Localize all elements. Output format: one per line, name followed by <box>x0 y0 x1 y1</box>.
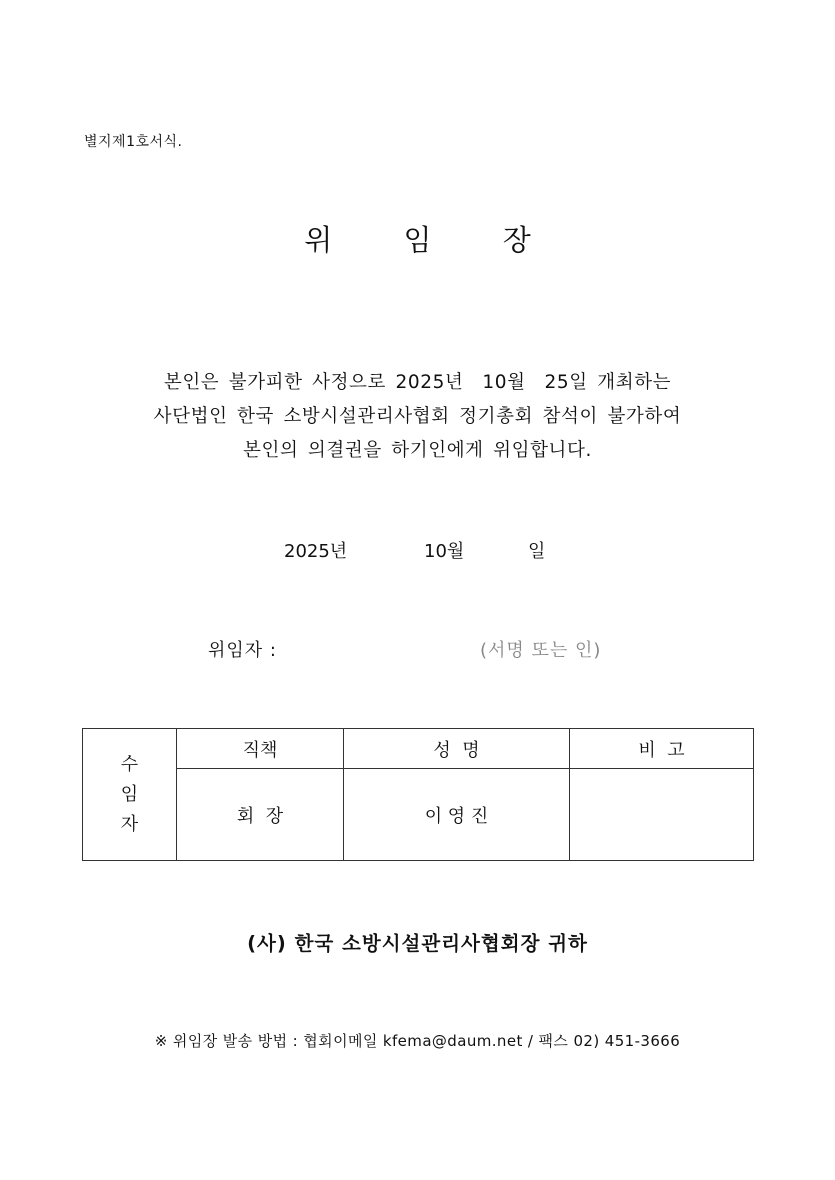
side-label-char: 임 <box>120 783 139 805</box>
date-month: 10월 <box>424 541 465 562</box>
table-header-row <box>83 729 754 769</box>
header-position: 직책 <box>177 729 344 769</box>
body-line-2: 사단법인 한국 소방시설관리사협회 정기총회 참석이 불가하여 <box>153 406 682 427</box>
table-row <box>83 769 754 861</box>
delegator-label: 위임자 : <box>208 640 277 661</box>
cell-name: 이 영 진 <box>344 769 570 861</box>
submission-footnote: ※ 위임장 발송 방법 : 협회이메일 kfema@daum.net / 팩스 02) 451-3666 <box>154 1032 681 1050</box>
recipient-line: (사) 한국 소방시설관리사협회장 귀하 <box>247 932 588 955</box>
cell-position: 회 장 <box>177 769 344 861</box>
side-label-char: 수 <box>120 753 139 775</box>
body-line-3: 본인의 의결권을 하기인에게 위임합니다. <box>243 440 592 461</box>
date-day: 일 <box>528 541 546 562</box>
signature-hint: (서명 또는 인) <box>480 640 602 661</box>
cell-remarks <box>570 769 754 861</box>
proxy-side-label <box>83 729 177 861</box>
header-remarks: 비 고 <box>570 729 754 769</box>
form-number: 별지제1호서식. <box>84 134 183 150</box>
date-year: 2025년 <box>284 541 348 562</box>
proxy-table <box>82 728 754 861</box>
body-line-1: 본인은 불가피한 사정으로 2025년 10월 25일 개최하는 <box>163 372 672 393</box>
header-name: 성 명 <box>344 729 570 769</box>
document-title: 위 임 장 <box>304 223 531 257</box>
side-label-char: 자 <box>120 813 139 835</box>
